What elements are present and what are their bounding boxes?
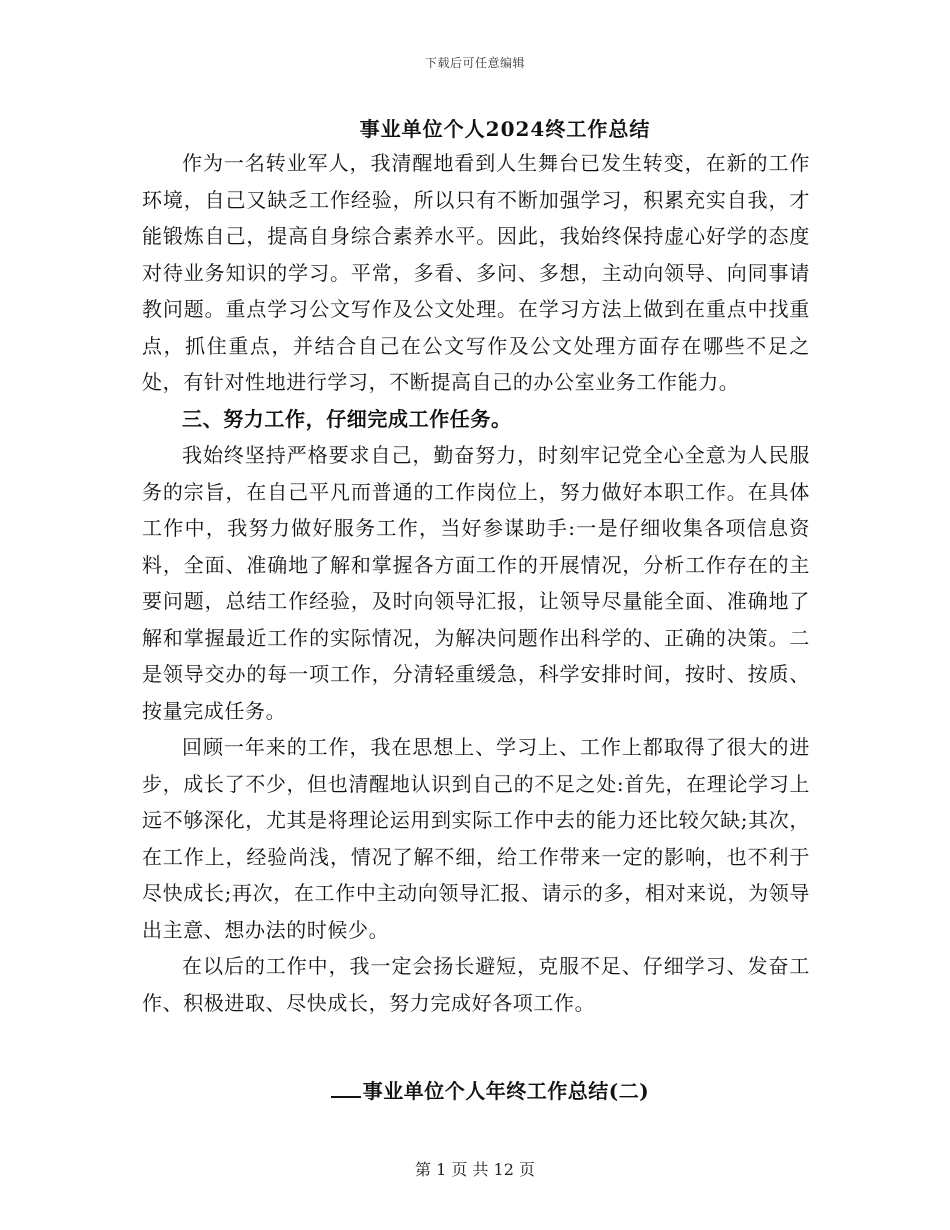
- paragraph-future: 在以后的工作中，我一定会扬长避短，克服不足、仔细学习、发奋工作、积极进取、尽快成长，努力完成好各项工作。: [142, 954, 810, 1015]
- paragraph-work: 我始终坚持严格要求自己，勤奋努力，时刻牢记党全心全意为人民服务的宗旨，在自己平凡而普通的工作岗位上，努力做好本职工作。在具体工作中，我努力做好服务工作，当好参谋助手:一是仔细收集各项信息资料，全面、准确地了解和掌握各方面工作的开展情况，分析工作存在的主要问题，总结工作经验，及时向领导汇报，让领导尽量能全面、准确地了解和掌握最近工作的实际情况，为解决问题作出科学的、正确的决策。二是领导交办的每一项工作，分清轻重缓急，科学安排时间，按时、按质、按量完成任务。: [142, 443, 810, 723]
- document-body: [142, 145, 810, 1021]
- header-note: 下载后可任意编辑: [424, 56, 525, 70]
- next-section-title: [0, 1075, 950, 1104]
- page-number: 第 1 页 共 12 页: [415, 1160, 535, 1179]
- document-title: 事业单位个人2024终工作总结: [359, 117, 651, 141]
- section-heading-work: 三、努力工作，仔细完成工作任务。: [182, 406, 512, 431]
- next-section-title-text: 事业单位个人年终工作总结(二): [362, 1079, 650, 1103]
- paragraph-review: 回顾一年来的工作，我在思想上、学习上、工作上都取得了很大的进步，成长了不少，但也清醒地认识到自己的不足之处:首先，在理论学习上远不够深化，尤其是将理论运用到实际工作中去的能力还比较欠缺;其次，在工作上，经验尚浅，情况了解不细，给工作带来一定的影响，也不利于尽快成长;再次，在工作中主动向领导汇报、请示的多，相对来说，为领导出主意、想办法的时候少。: [142, 735, 810, 942]
- paragraph-study: 作为一名转业军人，我清醒地看到人生舞台已发生转变，在新的工作环境，自己又缺乏工作经验，所以只有不断加强学习，积累充实自我，才能锻炼自己，提高自身综合素养水平。因此，我始终保持虚心好学的态度对待业务知识的学习。平常，多看、多问、多想，主动向领导、向同事请教问题。重点学习公文写作及公文处理。在学习方法上做到在重点中找重点，抓住重点，并结合自己在公文写作及公文处理方面存在哪些不足之处，有针对性地进行学习，不断提高自己的办公室业务工作能力。: [142, 151, 810, 394]
- title-blank-underline: [331, 1078, 361, 1098]
